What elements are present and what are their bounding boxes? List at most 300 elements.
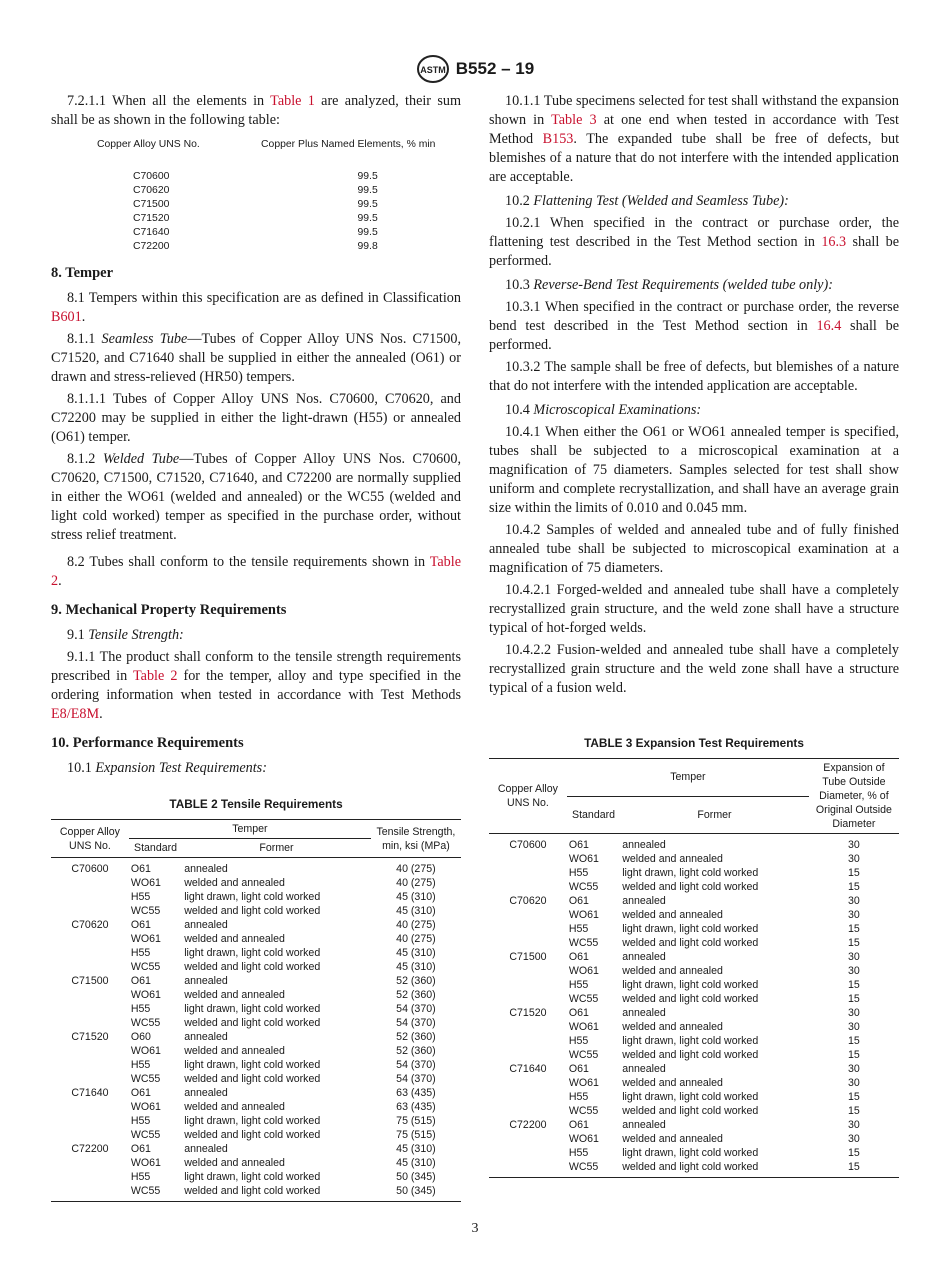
cell-value: 30 xyxy=(848,895,860,907)
cell-former: annealed xyxy=(184,863,228,875)
cell-former: annealed xyxy=(622,951,666,963)
para-8-1: 8.1 Tempers within this specification are as defined in Classification B601. xyxy=(51,290,461,325)
cell-standard: H55 xyxy=(130,1003,151,1015)
cell-value: 75 (515) xyxy=(396,1115,436,1127)
cell-alloy xyxy=(489,922,567,936)
cell-former: welded and annealed xyxy=(184,1045,285,1057)
cell-alloy xyxy=(51,988,129,1002)
table-row xyxy=(489,1006,899,1020)
cell-value: 54 (370) xyxy=(396,1059,436,1071)
sum-table xyxy=(51,138,461,254)
cell-former: welded and light cold worked xyxy=(184,1129,321,1141)
cell-alloy xyxy=(51,1002,129,1016)
cell-standard: O61 xyxy=(130,863,151,875)
cell-former: light drawn, light cold worked xyxy=(622,1091,759,1103)
sum-cell-alloy: C71520 xyxy=(133,213,170,224)
cell-value: 30 xyxy=(848,1119,860,1131)
cell-former: welded and annealed xyxy=(184,933,285,945)
cell-alloy xyxy=(51,1170,129,1184)
cell-value: 63 (435) xyxy=(396,1087,436,1099)
cell-alloy xyxy=(51,876,129,890)
cell-value: 54 (370) xyxy=(396,1073,436,1085)
cell-value: 30 xyxy=(848,853,860,865)
cell-standard: WO61 xyxy=(130,989,161,1001)
cell-value: 15 xyxy=(848,881,860,893)
table-row xyxy=(489,852,899,866)
cell-alloy xyxy=(489,1076,567,1090)
cell-value: 54 (370) xyxy=(396,1003,436,1015)
table-row xyxy=(51,1142,461,1156)
left-column xyxy=(51,92,461,1202)
cell-former: annealed xyxy=(184,1143,228,1155)
cell-alloy xyxy=(489,992,567,1006)
table-row xyxy=(489,1118,899,1132)
cell-former: welded and annealed xyxy=(622,909,723,921)
cell-value: 30 xyxy=(848,1063,860,1075)
designation: B552 – 19 xyxy=(455,59,535,78)
cell-standard: WO61 xyxy=(130,1101,161,1113)
sum-cell-value: 99.5 xyxy=(357,213,378,224)
table3 xyxy=(489,758,899,1178)
table-row xyxy=(51,876,461,890)
table-row xyxy=(51,858,461,877)
cell-alloy xyxy=(489,880,567,894)
cell-alloy: C71500 xyxy=(71,975,109,987)
cell-former: light drawn, light cold worked xyxy=(622,923,759,935)
cell-standard: H55 xyxy=(568,1091,589,1103)
table2 xyxy=(51,819,461,1202)
sum-cell-value: 99.5 xyxy=(357,185,378,196)
table-row xyxy=(51,946,461,960)
para-10-4-1: 10.4.1 When either the O61 or WO61 annealed temper is specified, tubes shall be subjected to a microscopical examination at a magnification of 75 diameters. Samples selected for test shall show uniform and complete recrystallization, and shall have an average grain size within the limits of 0.010 and 0.045 mm. xyxy=(489,424,899,516)
cell-former: welded and annealed xyxy=(622,853,723,865)
cell-value: 15 xyxy=(848,1105,860,1117)
cell-former: light drawn, light cold worked xyxy=(184,1115,321,1127)
table-row xyxy=(489,1160,899,1178)
cell-former: annealed xyxy=(184,975,228,987)
cell-value: 30 xyxy=(848,1077,860,1089)
link-b601[interactable]: B601 xyxy=(51,309,82,325)
cell-alloy xyxy=(489,852,567,866)
para-9-1-1: 9.1.1 The product shall conform to the tensile strength requirements prescribed in Table 2 for the temper, alloy and type specified in the ordering information when tested in accordance with Test Methods E8/E8M. xyxy=(51,649,461,722)
cell-standard: H55 xyxy=(130,891,151,903)
t2-header-alloy: Copper Alloy UNS No. xyxy=(51,820,129,858)
sum-row xyxy=(51,184,461,198)
cell-former: annealed xyxy=(622,1007,666,1019)
cell-alloy xyxy=(489,1048,567,1062)
cell-value: 15 xyxy=(809,1160,899,1178)
cell-value: 15 xyxy=(848,867,860,879)
cell-former: welded and annealed xyxy=(622,1021,723,1033)
table-row xyxy=(489,950,899,964)
cell-value: 52 (360) xyxy=(396,1031,436,1043)
para-10-4-2-1: 10.4.2.1 Forged-welded and annealed tube shall have a completely recrystallized grain structure, and the weld zone shall have a structure typical of hot-forged welds. xyxy=(489,582,899,636)
cell-value: 15 xyxy=(848,993,860,1005)
cell-standard: H55 xyxy=(130,1115,151,1127)
cell-alloy xyxy=(51,946,129,960)
cell-standard: WO61 xyxy=(130,1045,161,1057)
sum-row xyxy=(51,170,461,184)
cell-standard: WC55 xyxy=(129,1184,182,1202)
section-9-title: 9. Mechanical Property Requirements xyxy=(51,602,287,618)
cell-alloy xyxy=(489,1146,567,1160)
sum-cell-value: 99.8 xyxy=(357,241,378,252)
cell-former: light drawn, light cold worked xyxy=(184,1059,321,1071)
cell-former: annealed xyxy=(622,1063,666,1075)
cell-value: 52 (360) xyxy=(396,975,436,987)
cell-alloy xyxy=(51,1156,129,1170)
cell-alloy: C70600 xyxy=(71,863,109,875)
table3-caption: TABLE 3 Expansion Test Requirements xyxy=(584,736,804,750)
link-table-3[interactable]: Table 3 xyxy=(551,112,597,128)
table-row xyxy=(489,866,899,880)
cell-value: 45 (310) xyxy=(396,1143,436,1155)
sum-header-alloy: Copper Alloy UNS No. xyxy=(97,139,200,150)
cell-alloy xyxy=(51,1044,129,1058)
cell-alloy xyxy=(489,978,567,992)
cell-alloy: C72200 xyxy=(71,1143,109,1155)
sum-row xyxy=(51,240,461,254)
t3-header-temper: Temper xyxy=(567,759,809,797)
cell-value: 45 (310) xyxy=(396,891,436,903)
cell-standard: H55 xyxy=(568,1035,589,1047)
cell-standard: O61 xyxy=(130,1087,151,1099)
cell-standard: H55 xyxy=(130,1171,151,1183)
cell-former: light drawn, light cold worked xyxy=(184,947,321,959)
cell-value: 15 xyxy=(848,1035,860,1047)
cell-value: 50 (345) xyxy=(396,1171,436,1183)
table-row xyxy=(51,1072,461,1086)
para-9-1: 9.1 Tensile Strength: xyxy=(67,627,184,643)
page-number: 3 xyxy=(471,1221,479,1236)
t3-header-standard: Standard xyxy=(567,796,620,834)
cell-standard: WC55 xyxy=(130,905,161,917)
t2-header-former: Former xyxy=(182,839,371,858)
cell-alloy xyxy=(51,1128,129,1142)
para-10-2-1: 10.2.1 When specified in the contract or purchase order, the flattening test described in the Test Method section in 16.3 shall be performed. xyxy=(489,215,899,269)
cell-standard: WC55 xyxy=(568,937,599,949)
cell-alloy xyxy=(51,932,129,946)
cell-standard: WO61 xyxy=(130,877,161,889)
sum-cell-alloy: C70600 xyxy=(133,171,170,182)
cell-alloy: C72200 xyxy=(509,1119,547,1131)
cell-alloy xyxy=(489,1104,567,1118)
cell-value: 30 xyxy=(848,1021,860,1033)
cell-standard: WC55 xyxy=(568,881,599,893)
cell-value: 15 xyxy=(848,979,860,991)
cell-former: annealed xyxy=(622,839,666,851)
cell-value: 40 (275) xyxy=(396,933,436,945)
cell-standard: WO61 xyxy=(568,965,599,977)
cell-standard: WC55 xyxy=(568,1049,599,1061)
table-row xyxy=(51,1114,461,1128)
cell-former: welded and light cold worked xyxy=(182,1184,371,1202)
cell-standard: O61 xyxy=(568,839,589,851)
cell-alloy: C71640 xyxy=(509,1063,547,1075)
cell-former: welded and annealed xyxy=(184,1157,285,1169)
table-row xyxy=(51,1030,461,1044)
table-row xyxy=(489,978,899,992)
t3-header-expansion: Expansion of Tube Outside Diameter, % of Original Outside Diameter xyxy=(809,759,899,834)
table-row xyxy=(51,1100,461,1114)
link-table-2b[interactable]: Table 2 xyxy=(132,668,178,684)
para-7-2-1-1: 7.2.1.1 When all the elements in Table 1 are analyzed, their sum shall be as shown in the following table: xyxy=(51,93,461,128)
cell-former: welded and annealed xyxy=(184,989,285,1001)
cell-standard: WC55 xyxy=(130,1017,161,1029)
cell-alloy xyxy=(51,1184,129,1202)
table-row xyxy=(51,1058,461,1072)
cell-alloy xyxy=(489,1160,567,1178)
cell-former: welded and light cold worked xyxy=(622,993,759,1005)
cell-standard: WC55 xyxy=(130,1073,161,1085)
cell-alloy: C71520 xyxy=(71,1031,109,1043)
svg-text:ASTM: ASTM xyxy=(420,65,446,75)
cell-former: light drawn, light cold worked xyxy=(622,867,759,879)
cell-standard: WO61 xyxy=(130,1157,161,1169)
cell-former: welded and light cold worked xyxy=(622,1049,759,1061)
cell-alloy xyxy=(489,908,567,922)
sum-cell-alloy: C70620 xyxy=(133,185,170,196)
sum-cell-alloy: C71640 xyxy=(133,227,170,238)
t3-header-former: Former xyxy=(620,796,809,834)
cell-former: welded and light cold worked xyxy=(620,1160,809,1178)
table-row xyxy=(489,834,899,853)
cell-alloy: C70600 xyxy=(509,839,547,851)
cell-standard: WC55 xyxy=(130,961,161,973)
cell-value: 30 xyxy=(848,951,860,963)
table-row xyxy=(51,1086,461,1100)
cell-alloy xyxy=(51,1058,129,1072)
cell-alloy: C71640 xyxy=(71,1087,109,1099)
table-row xyxy=(51,918,461,932)
page-header xyxy=(0,54,950,84)
cell-alloy xyxy=(51,1072,129,1086)
cell-alloy xyxy=(51,1016,129,1030)
table-row xyxy=(51,988,461,1002)
cell-alloy xyxy=(489,1132,567,1146)
table-row xyxy=(489,880,899,894)
para-10-2: 10.2 Flattening Test (Welded and Seamless Tube): xyxy=(505,193,789,209)
table-row xyxy=(51,1128,461,1142)
cell-value: 40 (275) xyxy=(396,863,436,875)
para-10-4-2-2: 10.4.2.2 Fusion-welded and annealed tube shall have a completely recrystallized grain structure and the weld zone shall have a structure typical of a fusion weld. xyxy=(489,642,899,696)
para-8-1-2: 8.1.2 Welded Tube—Tubes of Copper Alloy UNS Nos. C70600, C70620, C71500, C71520, C71640, and C72200 are normally supplied in either the WO61 (welded and annealed) or the WC55 (welded and light cold worked) temper as specified in the purchase order, without stress relief treatment. xyxy=(51,451,462,543)
para-10-3-1: 10.3.1 When specified in the contract or purchase order, the reverse bend test described in the Test Method section in 16.4 shall be performed. xyxy=(489,299,900,353)
table-row xyxy=(51,890,461,904)
table-row xyxy=(489,1104,899,1118)
cell-value: 15 xyxy=(848,1147,860,1159)
cell-value: 50 (345) xyxy=(371,1184,461,1202)
para-10-3: 10.3 Reverse-Bend Test Requirements (welded tube only): xyxy=(505,277,833,293)
cell-standard: O61 xyxy=(568,1063,589,1075)
cell-alloy xyxy=(489,936,567,950)
cell-standard: WC55 xyxy=(568,993,599,1005)
cell-standard: WC55 xyxy=(567,1160,620,1178)
link-16-4[interactable]: 16.4 xyxy=(816,318,842,334)
table-row xyxy=(489,1076,899,1090)
cell-former: welded and annealed xyxy=(622,1133,723,1145)
cell-value: 63 (435) xyxy=(396,1101,436,1113)
cell-alloy xyxy=(489,1020,567,1034)
sum-row xyxy=(51,198,461,212)
table-row xyxy=(489,1062,899,1076)
link-e8[interactable]: E8/E8M xyxy=(51,706,100,722)
cell-alloy: C70620 xyxy=(509,895,547,907)
table-row xyxy=(489,1034,899,1048)
para-10-1-1: 10.1.1 Tube specimens selected for test shall withstand the expansion shown in Table 3 at one end when tested in accordance with Test Method B153. The expanded tube shall be free of defects, but blemishes of a nature that do not interfere with the intended application are acceptable. xyxy=(489,93,900,185)
sum-row xyxy=(51,212,461,226)
t2-header-tensile: Tensile Strength, min, ksi (MPa) xyxy=(371,820,461,858)
cell-value: 45 (310) xyxy=(396,1157,436,1169)
table-row xyxy=(51,1002,461,1016)
t2-header-temper: Temper xyxy=(129,820,371,839)
table-row xyxy=(489,894,899,908)
cell-value: 15 xyxy=(848,1049,860,1061)
link-b153[interactable]: B153 xyxy=(542,131,574,147)
cell-value: 40 (275) xyxy=(396,919,436,931)
cell-former: welded and light cold worked xyxy=(622,881,759,893)
cell-former: welded and light cold worked xyxy=(184,961,321,973)
para-10-3-2: 10.3.2 The sample shall be free of defects, but blemishes of a nature that do not interfere with the intended application are acceptable. xyxy=(489,359,899,394)
cell-standard: O61 xyxy=(568,895,589,907)
cell-alloy xyxy=(489,1090,567,1104)
link-table-2[interactable]: Table 2 xyxy=(51,554,461,589)
sum-cell-value: 99.5 xyxy=(357,171,378,182)
sum-header-elements: Copper Plus Named Elements, % min xyxy=(261,139,436,150)
cell-alloy xyxy=(51,1100,129,1114)
cell-former: light drawn, light cold worked xyxy=(184,1171,321,1183)
cell-standard: WO61 xyxy=(568,1021,599,1033)
link-16-3[interactable]: 16.3 xyxy=(821,234,847,250)
table-row xyxy=(489,992,899,1006)
cell-value: 15 xyxy=(848,937,860,949)
table-row xyxy=(489,1132,899,1146)
cell-standard: WO61 xyxy=(130,933,161,945)
table-row xyxy=(51,1184,461,1202)
cell-former: welded and light cold worked xyxy=(184,905,321,917)
cell-former: light drawn, light cold worked xyxy=(184,1003,321,1015)
cell-alloy xyxy=(489,1034,567,1048)
table-row xyxy=(51,904,461,918)
cell-former: light drawn, light cold worked xyxy=(184,891,321,903)
cell-standard: O61 xyxy=(130,919,151,931)
cell-standard: H55 xyxy=(568,1147,589,1159)
cell-standard: H55 xyxy=(568,923,589,935)
cell-former: welded and annealed xyxy=(622,965,723,977)
cell-value: 45 (310) xyxy=(396,905,436,917)
link-table-1[interactable]: Table 1 xyxy=(270,93,315,109)
table-row xyxy=(489,1146,899,1160)
para-8-1-1-1: 8.1.1.1 Tubes of Copper Alloy UNS Nos. C70600, C70620, and C72200 may be supplied in either the light-drawn (H55) or annealed (O61) temper. xyxy=(51,391,461,445)
cell-former: annealed xyxy=(622,895,666,907)
cell-alloy xyxy=(489,866,567,880)
cell-former: welded and annealed xyxy=(184,877,285,889)
cell-standard: O61 xyxy=(130,975,151,987)
table-row xyxy=(51,1016,461,1030)
astm-logo-icon xyxy=(416,54,450,84)
sum-row xyxy=(51,226,461,240)
table-row xyxy=(489,936,899,950)
cell-standard: O61 xyxy=(130,1143,151,1155)
cell-standard: WC55 xyxy=(130,1129,161,1141)
right-column xyxy=(489,92,899,1178)
cell-former: annealed xyxy=(184,1087,228,1099)
cell-standard: O61 xyxy=(568,951,589,963)
cell-value: 52 (360) xyxy=(396,1045,436,1057)
sum-cell-alloy: C72200 xyxy=(133,241,170,252)
cell-standard: WO61 xyxy=(568,853,599,865)
cell-alloy: C70620 xyxy=(71,919,109,931)
t2-header-standard: Standard xyxy=(129,839,182,858)
cell-standard: H55 xyxy=(568,979,589,991)
table-row xyxy=(489,1048,899,1062)
cell-alloy xyxy=(51,890,129,904)
cell-former: welded and light cold worked xyxy=(622,937,759,949)
cell-former: light drawn, light cold worked xyxy=(622,1035,759,1047)
section-10-title: 10. Performance Requirements xyxy=(51,735,244,751)
table-row xyxy=(489,908,899,922)
sum-cell-alloy: C71500 xyxy=(133,199,170,210)
cell-value: 15 xyxy=(848,923,860,935)
cell-alloy xyxy=(489,964,567,978)
cell-former: annealed xyxy=(184,919,228,931)
cell-value: 52 (360) xyxy=(396,989,436,1001)
cell-value: 30 xyxy=(848,839,860,851)
cell-standard: H55 xyxy=(130,1059,151,1071)
cell-former: welded and light cold worked xyxy=(622,1105,759,1117)
t3-header-alloy: Copper Alloy UNS No. xyxy=(489,759,567,834)
table-row xyxy=(489,1090,899,1104)
table-row xyxy=(489,964,899,978)
table-row xyxy=(51,974,461,988)
cell-standard: O60 xyxy=(130,1031,151,1043)
cell-value: 40 (275) xyxy=(396,877,436,889)
section-8-title: 8. Temper xyxy=(51,265,114,281)
cell-former: annealed xyxy=(184,1031,228,1043)
table-row xyxy=(51,1044,461,1058)
cell-alloy xyxy=(51,960,129,974)
table-row xyxy=(489,922,899,936)
cell-former: annealed xyxy=(622,1119,666,1131)
sum-cell-value: 99.5 xyxy=(357,227,378,238)
cell-former: welded and annealed xyxy=(622,1077,723,1089)
cell-former: welded and annealed xyxy=(184,1101,285,1113)
table2-caption: TABLE 2 Tensile Requirements xyxy=(169,797,343,811)
cell-standard: H55 xyxy=(568,867,589,879)
cell-standard: H55 xyxy=(130,947,151,959)
cell-standard: WO61 xyxy=(568,909,599,921)
cell-standard: O61 xyxy=(568,1119,589,1131)
cell-former: light drawn, light cold worked xyxy=(622,1147,759,1159)
table-row xyxy=(51,1170,461,1184)
cell-alloy xyxy=(51,1114,129,1128)
cell-former: welded and light cold worked xyxy=(184,1073,321,1085)
cell-standard: WO61 xyxy=(568,1133,599,1145)
cell-value: 45 (310) xyxy=(396,947,436,959)
cell-alloy: C71520 xyxy=(509,1007,547,1019)
cell-value: 30 xyxy=(848,1007,860,1019)
table-row xyxy=(51,960,461,974)
para-10-4-2: 10.4.2 Samples of welded and annealed tube and of fully finished annealed tube shall be subjected to microscopical examination at a magnification of 75 diameters. xyxy=(489,522,899,576)
table-row xyxy=(51,1156,461,1170)
cell-alloy: C71500 xyxy=(509,951,547,963)
cell-value: 30 xyxy=(848,965,860,977)
cell-former: welded and light cold worked xyxy=(184,1017,321,1029)
cell-value: 54 (370) xyxy=(396,1017,436,1029)
cell-alloy xyxy=(51,904,129,918)
para-10-4: 10.4 Microscopical Examinations: xyxy=(505,402,702,418)
cell-value: 30 xyxy=(848,909,860,921)
